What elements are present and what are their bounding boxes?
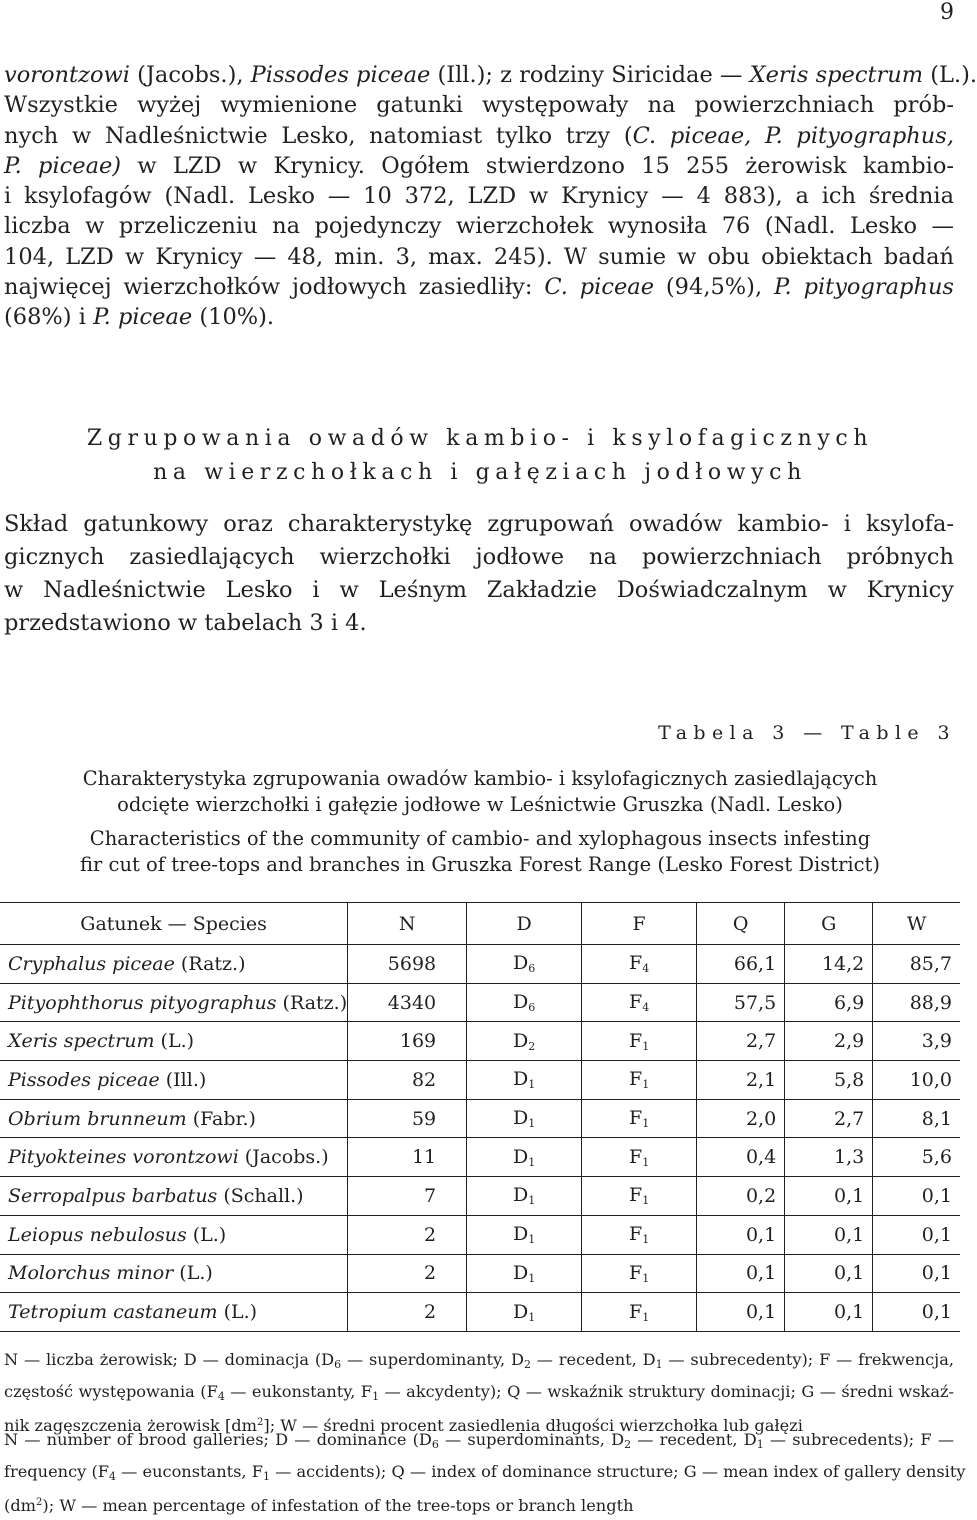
cell-g: 5,8	[785, 1061, 873, 1100]
body-paragraph	[4, 508, 954, 640]
text-run: N — number of brood galleries; D — dominance (D	[4, 1430, 432, 1449]
d-letter: D	[513, 1068, 529, 1091]
text-line	[4, 1347, 954, 1379]
cell-d	[467, 1061, 582, 1100]
species-name: Xeris spectrum	[8, 1030, 155, 1053]
subscript: 1	[262, 1469, 270, 1483]
f-letter: F	[629, 1029, 643, 1052]
cell-species	[0, 1099, 348, 1138]
subscript: 6	[334, 1358, 342, 1371]
species-author: (L.)	[154, 1030, 195, 1053]
text-line	[4, 1490, 954, 1520]
intro-paragraph	[4, 60, 977, 333]
cell-species	[0, 1293, 348, 1332]
cell-g: 2,9	[785, 1022, 873, 1061]
cell-f	[582, 1177, 697, 1216]
text-run: — superdominanty, D	[341, 1350, 524, 1369]
species-name: Obrium brunneum	[8, 1107, 187, 1130]
f-letter: F	[629, 1223, 643, 1246]
footnote-english	[4, 1427, 966, 1520]
cell-d	[467, 983, 582, 1022]
text-line: Skład gatunkowy oraz charakterystykę zgrupowań owadów kambio- i ksylofa-	[4, 511, 954, 537]
cell-f	[582, 1254, 697, 1293]
table-row	[0, 1254, 960, 1293]
f-class: 1	[642, 1155, 650, 1169]
cell-q: 2,0	[697, 1099, 785, 1138]
text-run: — recedent, D	[631, 1430, 757, 1449]
cell-w: 0,1	[873, 1177, 960, 1216]
italic-species: P. piceae)	[4, 152, 122, 179]
cell-species	[0, 1215, 348, 1254]
text-run: — accidents); Q — index of dominance structure; G — mean index of gallery density	[269, 1461, 966, 1481]
d-class: 1	[528, 1155, 536, 1169]
cell-f	[582, 1215, 697, 1254]
cell-f	[582, 1099, 697, 1138]
table-row	[0, 1099, 960, 1138]
cell-species	[0, 1254, 348, 1293]
f-letter: F	[629, 1261, 643, 1284]
cell-g: 2,7	[785, 1099, 873, 1138]
species-author: (Ratz.)	[276, 991, 348, 1014]
cell-w: 5,6	[873, 1138, 960, 1177]
f-class: 1	[642, 1271, 650, 1285]
cell-species	[0, 1061, 348, 1100]
footnote-polish	[4, 1347, 954, 1440]
page-number: 9	[940, 0, 954, 25]
cell-n: 82	[348, 1061, 467, 1100]
italic-species: P. pityographus	[773, 274, 954, 301]
cell-g: 0,1	[785, 1177, 873, 1216]
text-run: — eukonstanty, F	[224, 1381, 373, 1401]
header-w: W	[873, 903, 960, 945]
d-class: 1	[528, 1078, 536, 1092]
cell-f	[582, 1293, 697, 1332]
d-class: 1	[528, 1310, 536, 1324]
species-name: Leiopus nebulosus	[8, 1223, 187, 1246]
f-class: 1	[642, 1233, 650, 1247]
cell-n: 11	[348, 1138, 467, 1177]
table-row	[0, 945, 960, 984]
cell-d	[467, 945, 582, 984]
subscript: 1	[756, 1438, 764, 1451]
text-run: ); W — mean percentage of infestation of the tree-tops or branch length	[42, 1496, 634, 1515]
cell-q: 2,7	[697, 1022, 785, 1061]
cell-n: 2	[348, 1254, 467, 1293]
d-class: 1	[528, 1194, 536, 1208]
cell-species	[0, 1138, 348, 1177]
text-line	[4, 1427, 954, 1459]
caption-line: Characteristics of the community of cambio- and xylophagous insects infesting	[89, 827, 871, 850]
species-name: Molorchus minor	[8, 1262, 174, 1285]
cell-f	[582, 983, 697, 1022]
cell-w: 85,7	[873, 945, 960, 984]
cell-w: 0,1	[873, 1254, 960, 1293]
text-line: w Nadleśnictwie Lesko i w Leśnym Zakładzie Doświadczalnym w Krynicy	[4, 577, 954, 603]
cell-q: 0,4	[697, 1138, 785, 1177]
italic-species: P. piceae	[93, 304, 193, 331]
species-name: Serropalpus barbatus	[8, 1184, 218, 1207]
table-header-row	[0, 903, 960, 945]
d-letter: D	[513, 1145, 529, 1168]
cell-w: 8,1	[873, 1099, 960, 1138]
cell-n: 4340	[348, 983, 467, 1022]
species-name: Pityophthorus pityographus	[8, 991, 277, 1014]
italic-species: C. piceae, P. pityographus,	[632, 122, 954, 149]
subscript: 4	[109, 1469, 117, 1483]
cell-w: 0,1	[873, 1215, 960, 1254]
header-species: Gatunek — Species	[0, 903, 348, 945]
f-letter: F	[629, 1184, 643, 1207]
d-class: 2	[528, 1039, 536, 1053]
text-run: (Ill.); z rodziny Siricidae —	[430, 62, 750, 88]
text-run: najwięcej wierzchołków jodłowych zasiedliły:	[4, 274, 545, 301]
caption-english	[0, 826, 960, 878]
species-author: (Ill.)	[159, 1068, 207, 1091]
d-class: 1	[528, 1233, 536, 1247]
section-heading-line2: na wierzchołkach i gałęziach jodłowych	[153, 460, 807, 485]
caption-polish	[0, 766, 960, 818]
text-line	[4, 121, 954, 151]
text-line: Wszystkie wyżej wymienione gatunki występowały na powierzchniach prób-	[4, 92, 954, 119]
cell-q: 0,1	[697, 1254, 785, 1293]
header-q: Q	[697, 903, 785, 945]
cell-f	[582, 1061, 697, 1100]
f-class: 1	[642, 1078, 650, 1092]
cell-q: 0,1	[697, 1293, 785, 1332]
table-row	[0, 1022, 960, 1061]
d-class: 6	[528, 962, 536, 976]
text-run: (68%) i	[4, 304, 94, 331]
text-run: (94,5%),	[654, 274, 774, 301]
cell-f	[582, 1138, 697, 1177]
text-line	[4, 272, 954, 302]
species-name: Pissodes piceae	[8, 1068, 160, 1091]
text-line: gicznych zasiedlających wierzchołki jodłowe na powierzchniach próbnych	[4, 544, 954, 570]
header-f: F	[582, 903, 697, 945]
subscript: 2	[624, 1438, 632, 1451]
text-run: — subrecedents); F —	[763, 1430, 955, 1449]
text-run: — euconstants, F	[116, 1461, 263, 1481]
text-run: — superdominants, D	[438, 1430, 625, 1449]
cell-d	[467, 1177, 582, 1216]
table-row	[0, 1215, 960, 1254]
d-class: 1	[528, 1117, 536, 1131]
cell-g: 1,3	[785, 1138, 873, 1177]
cell-d	[467, 1254, 582, 1293]
text-run: frequency (F	[4, 1461, 110, 1481]
header-d: D	[467, 903, 582, 945]
cell-g: 0,1	[785, 1293, 873, 1332]
cell-n: 2	[348, 1293, 467, 1332]
cell-n: 7	[348, 1177, 467, 1216]
text-run: nych w Nadleśnictwie Lesko, natomiast tylko trzy (	[4, 122, 633, 149]
f-letter: F	[629, 1068, 643, 1091]
cell-d	[467, 1022, 582, 1061]
species-author: (L.)	[173, 1262, 213, 1285]
table-row	[0, 1061, 960, 1100]
cell-g: 6,9	[785, 983, 873, 1022]
text-run: N — liczba żerowisk; D — dominacja (D	[4, 1350, 335, 1369]
species-name: Cryphalus piceae	[8, 952, 175, 975]
cell-n: 59	[348, 1099, 467, 1138]
cell-g: 14,2	[785, 945, 873, 984]
subscript: 1	[655, 1358, 663, 1371]
species-author: (Schall.)	[217, 1184, 304, 1207]
cell-d	[467, 1215, 582, 1254]
text-run: (L.).	[923, 62, 977, 88]
f-letter: F	[629, 1107, 643, 1130]
italic-species: Xeris spectrum	[749, 62, 924, 88]
cell-g: 0,1	[785, 1254, 873, 1293]
cell-species	[0, 1177, 348, 1216]
subscript: 4	[217, 1389, 225, 1403]
caption-line: fir cut of tree-tops and branches in Gruszka Forest Range (Lesko Forest District)	[80, 853, 880, 876]
subscript: 1	[372, 1389, 380, 1403]
text-run: — recedent, D	[530, 1350, 656, 1369]
d-letter: D	[513, 1223, 529, 1246]
d-letter: D	[513, 991, 529, 1014]
species-author: (Fabr.)	[186, 1107, 256, 1130]
cell-w: 10,0	[873, 1061, 960, 1100]
d-letter: D	[513, 1029, 529, 1052]
text-run: ]; W — średni procent zasiedlenia długości wierzchołka lub gałęzi	[263, 1416, 803, 1435]
f-class: 1	[642, 1194, 650, 1208]
text-run: (10%).	[192, 304, 275, 331]
cell-species	[0, 1022, 348, 1061]
table-label: Tabela 3 — Table 3	[658, 722, 956, 744]
subscript: 6	[431, 1438, 439, 1451]
subscript: 2	[523, 1358, 531, 1371]
cell-f	[582, 1022, 697, 1061]
cell-q: 2,1	[697, 1061, 785, 1100]
cell-d	[467, 1099, 582, 1138]
d-letter: D	[513, 952, 529, 975]
cell-w: 88,9	[873, 983, 960, 1022]
caption-line: Charakterystyka zgrupowania owadów kambio- i ksylofagicznych zasiedlających	[82, 767, 878, 790]
d-letter: D	[513, 1261, 529, 1284]
species-name: Pityokteines vorontzowi	[8, 1146, 239, 1169]
d-class: 1	[528, 1271, 536, 1285]
species-author: (Ratz.)	[174, 952, 246, 975]
cell-q: 0,2	[697, 1177, 785, 1216]
f-letter: F	[629, 1145, 643, 1168]
d-class: 6	[528, 1001, 536, 1015]
d-letter: D	[513, 1107, 529, 1130]
cell-n: 2	[348, 1215, 467, 1254]
header-n: N	[348, 903, 467, 945]
f-letter: F	[629, 952, 643, 975]
text-line: i ksylofagów (Nadl. Lesko — 10 372, LZD w Krynicy — 4 883), a ich średnia	[4, 183, 954, 210]
f-class: 1	[642, 1117, 650, 1131]
cell-n: 169	[348, 1022, 467, 1061]
cell-f	[582, 945, 697, 984]
text-line	[4, 60, 977, 90]
text-line: 104, LZD w Krynicy — 48, min. 3, max. 245). W sumie w obu obiektach badań	[4, 243, 954, 270]
text-line	[4, 1459, 966, 1491]
section-heading-line1: Zgrupowania owadów kambio- i ksylofagicznych	[86, 426, 874, 451]
superscript: 2	[257, 1417, 264, 1428]
cell-q: 57,5	[697, 983, 785, 1022]
text-line: liczba w przeliczeniu na pojedynczy wierzchołek wynosiła 76 (Nadl. Lesko —	[4, 213, 954, 240]
cell-d	[467, 1293, 582, 1332]
table-row	[0, 1293, 960, 1332]
f-class: 1	[642, 1310, 650, 1324]
species-name: Tetropium castaneum	[8, 1301, 218, 1324]
cell-g: 0,1	[785, 1215, 873, 1254]
text-run: — akcydenty); Q — wskaźnik struktury dominacji; G — średni wskaź-	[379, 1381, 955, 1401]
cell-d	[467, 1138, 582, 1177]
f-class: 4	[642, 962, 650, 976]
species-author: (L.)	[186, 1223, 227, 1246]
italic-species: Pissodes piceae	[250, 62, 431, 88]
cell-species	[0, 945, 348, 984]
species-author: (L.)	[217, 1301, 258, 1324]
text-line	[4, 151, 954, 181]
d-letter: D	[513, 1184, 529, 1207]
text-line	[4, 302, 954, 332]
text-line	[4, 1379, 954, 1411]
f-letter: F	[629, 991, 643, 1014]
d-letter: D	[513, 1300, 529, 1323]
text-run: w LZD w Krynicy. Ogółem stwierdzono 15 255 żerowisk kambio-	[121, 152, 954, 179]
cell-n: 5698	[348, 945, 467, 984]
table-row	[0, 983, 960, 1022]
italic-species: vorontzowi	[4, 62, 130, 88]
species-author: (Jacobs.)	[238, 1146, 329, 1169]
cell-w: 0,1	[873, 1293, 960, 1332]
cell-w: 3,9	[873, 1022, 960, 1061]
table-row	[0, 1177, 960, 1216]
text-run: (Jacobs.),	[129, 62, 251, 88]
text-run: — subrecedenty); F — frekwencja,	[662, 1350, 955, 1369]
f-class: 4	[642, 1001, 650, 1015]
text-run: częstość występowania (F	[4, 1381, 218, 1401]
table-row	[0, 1138, 960, 1177]
cell-q: 66,1	[697, 945, 785, 984]
cell-species	[0, 983, 348, 1022]
caption-line: odcięte wierzchołki i gałęzie jodłowe w Leśnictwie Gruszka (Nadl. Lesko)	[117, 793, 843, 816]
text-line: przedstawiono w tabelach 3 i 4.	[4, 610, 367, 636]
f-letter: F	[629, 1300, 643, 1323]
species-table	[0, 902, 960, 1332]
text-run: nik zagęszczenia żerowisk [dm	[4, 1416, 258, 1435]
text-run: (dm	[4, 1496, 37, 1515]
italic-species: C. piceae	[544, 274, 655, 301]
header-g: G	[785, 903, 873, 945]
f-class: 1	[642, 1039, 650, 1053]
superscript: 2	[36, 1497, 43, 1508]
cell-q: 0,1	[697, 1215, 785, 1254]
